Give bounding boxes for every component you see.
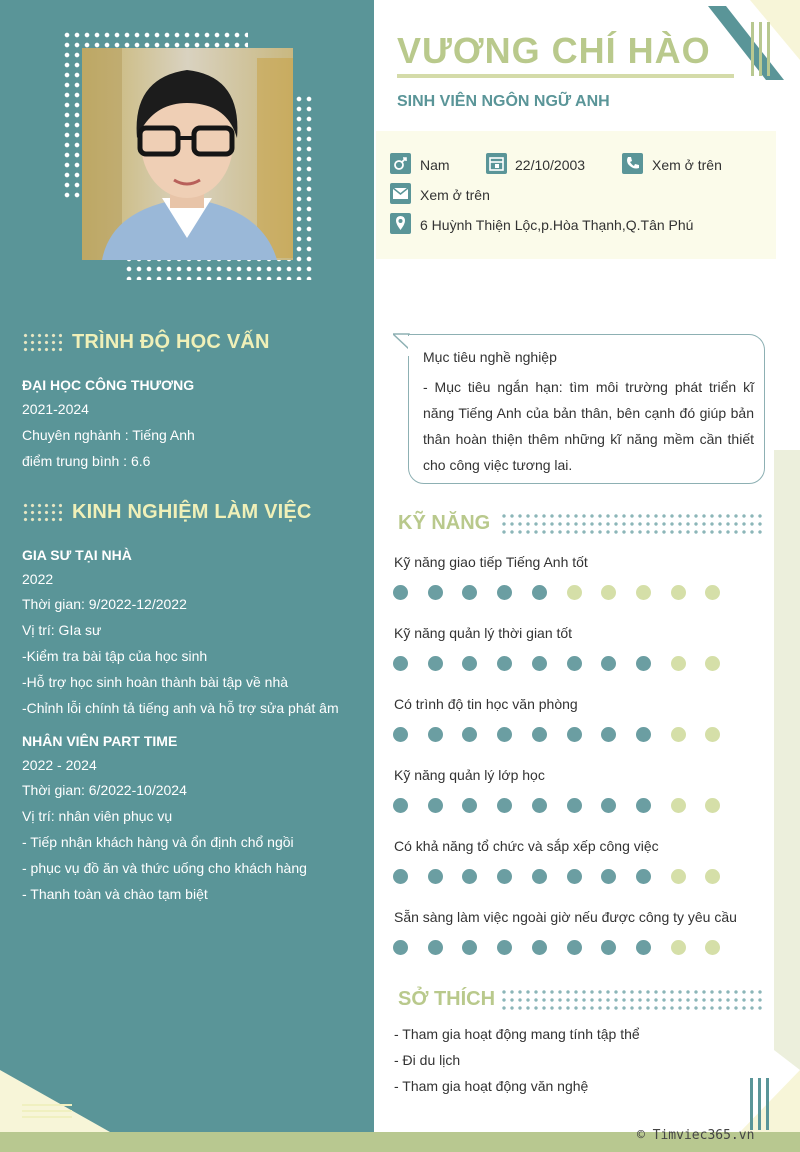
rating-dot-filled (636, 798, 651, 813)
name-underline (397, 74, 734, 78)
rating-dot-filled (567, 869, 582, 884)
education-heading: TRÌNH ĐỘ HỌC VẤN (72, 331, 270, 353)
job-year: 2022 - 2024 (22, 757, 97, 773)
rating-dot-filled (497, 940, 512, 955)
rating-dot-filled (393, 940, 408, 955)
job-title: GIA SƯ TẠI NHÀ (22, 547, 132, 563)
candidate-name: VƯƠNG CHÍ HÀO (397, 30, 711, 71)
rating-dot-filled (567, 798, 582, 813)
rating-dot-filled (428, 727, 443, 742)
job-position: Vị trí: nhân viên phục vụ (22, 808, 173, 824)
section-dots-decor (22, 332, 62, 352)
objective-text: - Mục tiêu ngắn hạn: tìm môi trường phát triển kĩ năng Tiếng Anh của bản thân, bên cạnh đó giúp bản thân hoàn thiện thêm những kĩ năng mềm cần thiết cho công việc tương lai. (423, 379, 754, 473)
job-duty: -Chỉnh lỗi chính tả tiếng anh và hỗ trợ sửa phát âm (22, 700, 339, 716)
rating-dot-filled (428, 798, 443, 813)
skill-rating (393, 798, 723, 814)
email-icon (390, 183, 411, 204)
job-duty: - Tiếp nhận khách hàng và ổn định chổ ngồi (22, 834, 294, 850)
skill-name: Có khả năng tổ chức và sắp xếp công việc (394, 838, 659, 854)
rating-dot-empty (636, 585, 651, 600)
rating-dot-filled (428, 656, 443, 671)
rating-dot-filled (497, 656, 512, 671)
hobbies-heading: SỞ THÍCH (398, 988, 496, 1010)
rating-dot-filled (532, 798, 547, 813)
rating-dot-filled (601, 656, 616, 671)
rating-dot-filled (462, 727, 477, 742)
hobby-item: - Tham gia hoạt động mang tính tập thể (394, 1026, 640, 1042)
objective-title: Mục tiêu nghề nghiệp (423, 349, 557, 365)
skill-name: Có trình độ tin học văn phòng (394, 696, 578, 712)
contact-phone: Xem ở trên (652, 157, 722, 173)
skill-name: Sẵn sàng làm việc ngoài giờ nếu được công ty yêu cầu (394, 909, 737, 925)
rating-dot-filled (601, 869, 616, 884)
job-year: 2022 (22, 571, 54, 587)
rating-dot-empty (671, 940, 686, 955)
profile-photo (82, 48, 293, 260)
rating-dot-empty (705, 656, 720, 671)
rating-dot-filled (393, 585, 408, 600)
rating-dot-filled (393, 656, 408, 671)
rating-dot-filled (532, 869, 547, 884)
rating-dot-filled (462, 585, 477, 600)
candidate-title: SINH VIÊN NGÔN NGỮ ANH (397, 93, 610, 110)
skill-rating (393, 656, 723, 672)
job-duty: - Thanh toàn và chào tạm biệt (22, 886, 208, 902)
skill-rating (393, 869, 723, 885)
hobby-item: - Đi du lịch (394, 1052, 461, 1068)
rating-dot-filled (567, 940, 582, 955)
skill-rating (393, 940, 723, 956)
rating-dot-filled (497, 585, 512, 600)
rating-dot-filled (636, 727, 651, 742)
rating-dot-empty (671, 869, 686, 884)
decor-top-right (700, 0, 800, 120)
section-dots-decor (500, 988, 766, 1012)
gender-icon (390, 153, 411, 174)
school-name: ĐẠI HỌC CÔNG THƯƠNG (22, 377, 195, 393)
rating-dot-empty (705, 869, 720, 884)
skill-rating (393, 727, 723, 743)
decor-right-edge (774, 450, 800, 1070)
rating-dot-empty (601, 585, 616, 600)
rating-dot-filled (497, 727, 512, 742)
footer-credit: © Timviec365.vn (637, 1128, 755, 1143)
experience-heading: KINH NGHIỆM LÀM VIỆC (72, 501, 312, 523)
education-major: Chuyên nghành : Tiếng Anh (22, 427, 195, 443)
job-duty: - phục vụ đồ ăn và thức uống cho khách hàng (22, 860, 307, 876)
calendar-icon (486, 153, 507, 174)
skill-name: Kỹ năng quản lý thời gian tốt (394, 625, 573, 641)
skill-rating (393, 585, 723, 601)
rating-dot-empty (671, 656, 686, 671)
rating-dot-filled (497, 798, 512, 813)
rating-dot-filled (532, 656, 547, 671)
rating-dot-empty (671, 798, 686, 813)
rating-dot-filled (532, 585, 547, 600)
contact-address: 6 Huỳnh Thiện Lộc,p.Hòa Thạnh,Q.Tân Phú (420, 217, 694, 233)
rating-dot-filled (532, 727, 547, 742)
skill-name: Kỹ năng quản lý lớp học (394, 767, 545, 783)
rating-dot-empty (671, 727, 686, 742)
job-title: NHÂN VIÊN PART TIME (22, 733, 178, 749)
rating-dot-filled (636, 656, 651, 671)
rating-dot-empty (705, 727, 720, 742)
rating-dot-filled (393, 869, 408, 884)
skill-name: Kỹ năng giao tiếp Tiếng Anh tốt (394, 554, 588, 570)
rating-dot-filled (636, 940, 651, 955)
rating-dot-filled (601, 798, 616, 813)
contact-gender: Nam (420, 157, 450, 173)
rating-dot-empty (567, 585, 582, 600)
hobby-item: - Tham gia hoạt động văn nghệ (394, 1078, 589, 1094)
rating-dot-filled (428, 940, 443, 955)
rating-dot-filled (428, 585, 443, 600)
decor-bottom-left (0, 1060, 140, 1132)
section-dots-decor (22, 502, 62, 522)
rating-dot-empty (671, 585, 686, 600)
objective-box-joint (408, 336, 414, 356)
rating-dot-filled (462, 656, 477, 671)
phone-icon (622, 153, 643, 174)
rating-dot-filled (393, 727, 408, 742)
rating-dot-filled (497, 869, 512, 884)
skills-heading: KỸ NĂNG (398, 512, 491, 534)
rating-dot-empty (705, 940, 720, 955)
rating-dot-filled (428, 869, 443, 884)
job-time: Thời gian: 9/2022-12/2022 (22, 596, 187, 612)
rating-dot-filled (462, 869, 477, 884)
contact-birthdate: 22/10/2003 (515, 157, 586, 173)
location-icon (390, 213, 411, 234)
section-dots-decor (500, 512, 766, 536)
job-position: Vị trí: GIa sư (22, 622, 102, 638)
rating-dot-filled (567, 656, 582, 671)
rating-dot-filled (636, 869, 651, 884)
decor-bottom-right (730, 1060, 800, 1132)
rating-dot-filled (601, 940, 616, 955)
job-duty: -Kiểm tra bài tập của học sinh (22, 648, 208, 664)
career-objective-box (408, 334, 765, 484)
rating-dot-filled (462, 940, 477, 955)
rating-dot-empty (705, 798, 720, 813)
rating-dot-filled (462, 798, 477, 813)
contact-email: Xem ở trên (420, 187, 490, 203)
rating-dot-filled (532, 940, 547, 955)
education-gpa: điểm trung bình : 6.6 (22, 453, 151, 469)
rating-dot-filled (601, 727, 616, 742)
education-years: 2021-2024 (22, 401, 89, 417)
rating-dot-filled (567, 727, 582, 742)
rating-dot-filled (393, 798, 408, 813)
job-time: Thời gian: 6/2022-10/2024 (22, 782, 187, 798)
rating-dot-empty (705, 585, 720, 600)
job-duty: -Hỗ trợ học sinh hoàn thành bài tập về nhà (22, 674, 289, 690)
